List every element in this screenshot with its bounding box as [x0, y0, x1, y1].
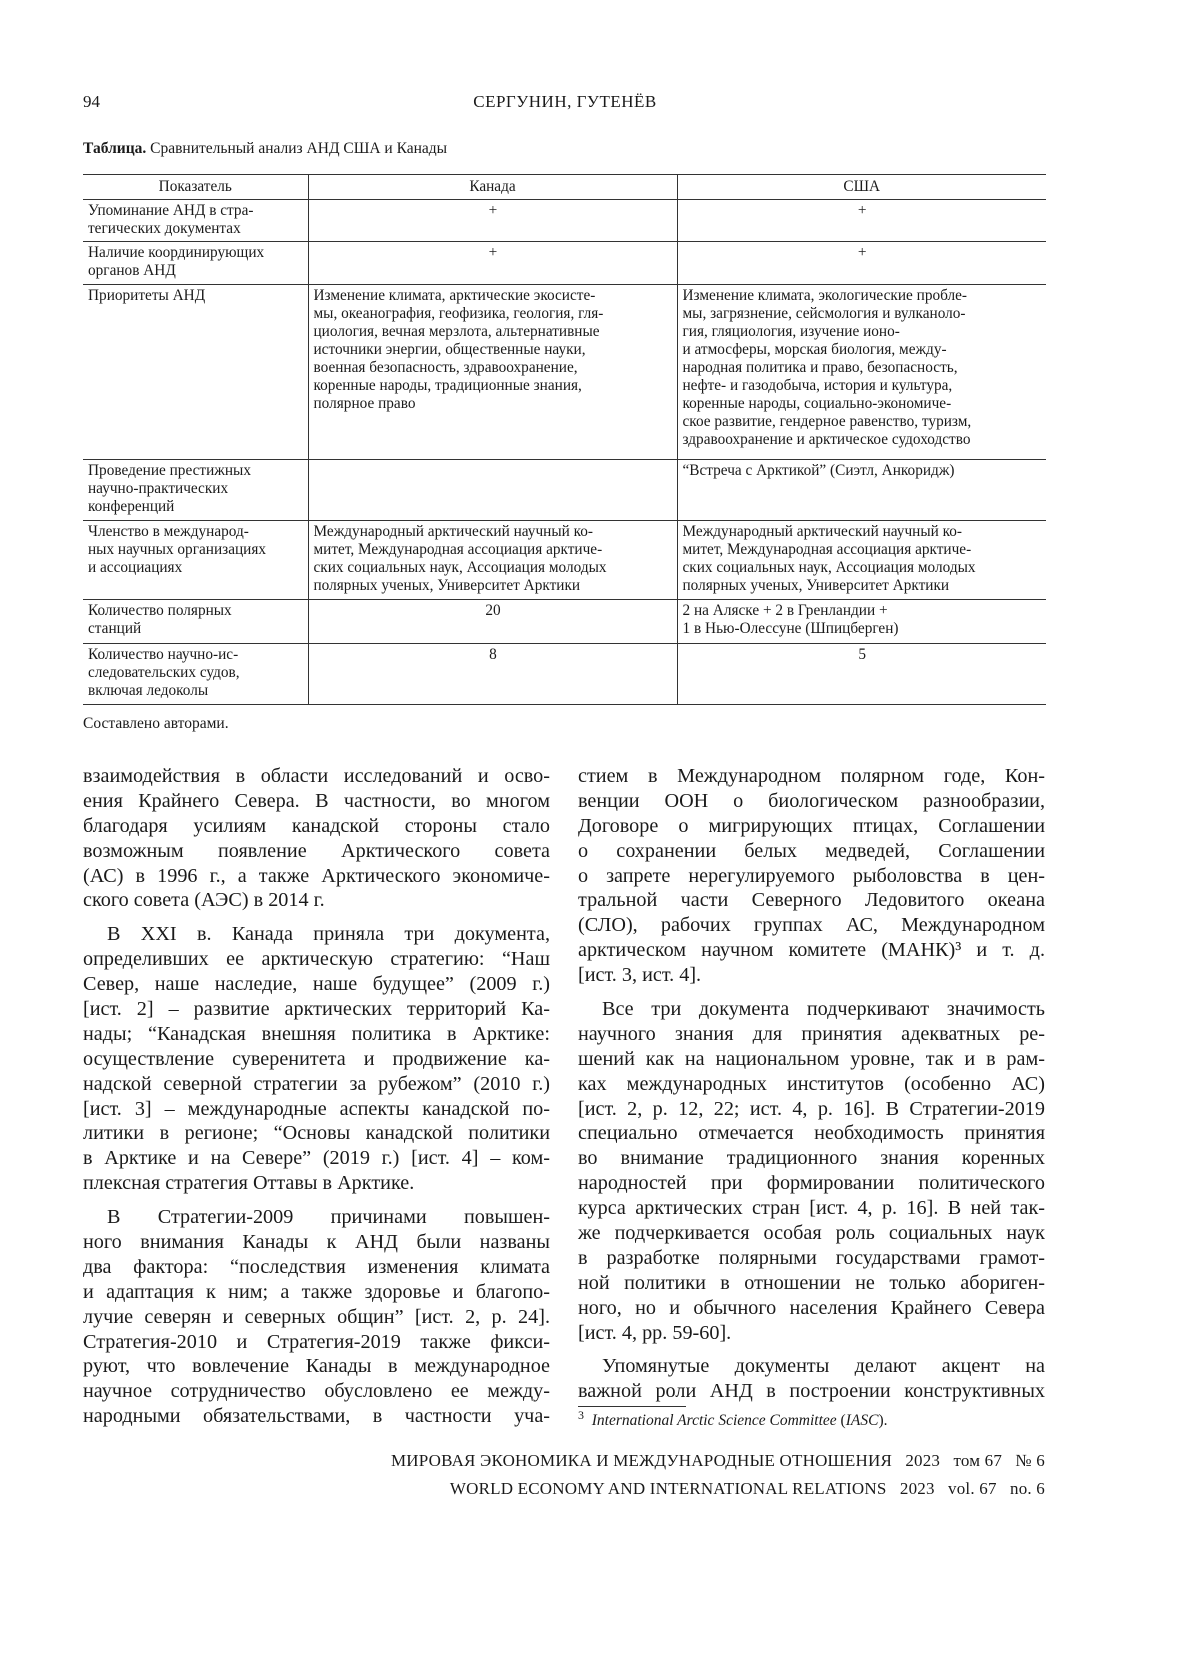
- table-header-row: [83, 175, 1046, 200]
- body-text-left-column: [83, 764, 550, 1438]
- table-caption-label: Таблица.: [83, 140, 147, 157]
- text-line: [ист. 3, ист. 4].: [578, 964, 702, 987]
- cell-canada: [308, 460, 677, 521]
- cell-canada: Международный арктический научный ко- митет, Международная ассоциация арктиче- ских социальных наук, Ассоциация молодых полярных ученых, Университет Арктики: [308, 521, 677, 600]
- text-line: [ист. 4, pp. 59-60].: [578, 1321, 732, 1344]
- cell-canada: 20: [308, 600, 677, 644]
- text-line: Стратегия-2010 и Стратегия-2019 также фикси-: [83, 1330, 550, 1353]
- text-line: научное сотрудничество обусловлено ее между-: [83, 1380, 550, 1403]
- text-line: два фактора: “последствия изменения климата: [83, 1255, 550, 1278]
- cell-indicator: Приоритеты АНД: [83, 285, 308, 460]
- text-line: осуществление суверенитета и продвижение ка-: [83, 1047, 550, 1070]
- text-line: о сохранении белых медведей, Соглашении: [578, 839, 1045, 862]
- table-row: [83, 644, 1046, 705]
- text-line: [ист. 2] – развитие арктических территорий Ка-: [83, 998, 550, 1021]
- paragraph: [83, 1205, 550, 1429]
- cell-canada: +: [308, 200, 677, 242]
- text-line: благодаря усилиям канадской стороны стало: [83, 814, 550, 837]
- cell-indicator: Количество полярных станций: [83, 600, 308, 644]
- body-text-right-column: [578, 764, 1045, 1413]
- table-row: [83, 600, 1046, 644]
- table-row: [83, 460, 1046, 521]
- text-line: в Арктике и на Севере” (2019 г.) [ист. 4] – ком-: [83, 1147, 550, 1170]
- text-line: надской северной стратегии за рубежом” (2010 г.): [83, 1072, 550, 1095]
- text-line: о запрете нерегулируемого рыболовства в цен-: [578, 864, 1045, 887]
- footnote-abbr: IASC: [845, 1412, 879, 1429]
- text-line: руют, что вовлечение Канады в международное: [83, 1355, 550, 1378]
- text-line: венции ООН о биологическом разнообразии,: [578, 789, 1045, 812]
- text-line: лучие северян и северных общин” [ист. 2, p. 24].: [83, 1305, 550, 1328]
- cell-usa: 2 на Аляске + 2 в Гренландии + 1 в Нью-Олессуне (Шпицберген): [677, 600, 1046, 644]
- cell-usa: Международный арктический научный ко- митет, Международная ассоциация арктиче- ских социальных наук, Ассоциация молодых полярных ученых, Университет Арктики: [677, 521, 1046, 600]
- text-line: тральной части Северного Ледовитого океана: [578, 889, 1045, 912]
- table-source-note: Составлено авторами.: [83, 715, 229, 732]
- table-row: [83, 285, 1046, 460]
- footnote-divider: [578, 1406, 686, 1407]
- column-header-canada: Канада: [308, 175, 677, 200]
- table-row: [83, 242, 1046, 285]
- page-number: 94: [83, 92, 100, 111]
- text-line: важной роли АНД в построении конструктивных: [578, 1380, 1045, 1403]
- paragraph: [83, 764, 550, 913]
- text-line: ения Крайнего Севера. В частности, во многом: [83, 789, 550, 812]
- paragraph: [83, 922, 550, 1196]
- text-line: ной политики в отношении не только абориген-: [578, 1271, 1045, 1294]
- text-line: ного, но и обычного населения Крайнего Севера: [578, 1296, 1045, 1319]
- cell-canada: 8: [308, 644, 677, 705]
- text-line: ках международных институтов (особенно АС): [578, 1072, 1045, 1095]
- text-line: народными обязательствами, в частности уча-: [83, 1405, 550, 1428]
- column-header-indicator: Показатель: [83, 175, 308, 200]
- text-line: научного знания для принятия адекватных ре-: [578, 1022, 1045, 1045]
- text-line: [ист. 3] – международные аспекты канадской по-: [83, 1097, 550, 1120]
- cell-indicator: Количество научно-ис- следовательских судов, включая ледоколы: [83, 644, 308, 705]
- cell-indicator: Упоминание АНД в стра- тегических документах: [83, 200, 308, 242]
- text-line: нады; “Канадская внешняя политика в Арктике:: [83, 1022, 550, 1045]
- paragraph: [578, 997, 1045, 1345]
- text-line: В XXI в. Канада приняла три документа,: [107, 923, 550, 946]
- text-line: Север, наше наследие, наше будущее” (2009 г.): [83, 973, 550, 996]
- footnote: $^3$ International Arctic Science Committee (IASC).: [578, 1407, 888, 1429]
- table-row: [83, 521, 1046, 600]
- text-line: (СЛО), рабочих группах АС, Международном: [578, 914, 1045, 937]
- text-line: арктическом научном комитете (МАНК)³ и т. д.: [578, 939, 1045, 962]
- cell-canada: Изменение климата, арктические экосисте- мы, океанография, геофизика, геология, гля- циология, вечная мерзлота, альтернативные источники энергии, общественные науки, военная безопасность, здравоохранение, коренные народы, традиционные знания, полярное право: [308, 285, 677, 460]
- journal-footer-ru: МИРОВАЯ ЭКОНОМИКА И МЕЖДУНАРОДНЫЕ ОТНОШЕНИЯ 2023 том 67 № 6: [390, 1451, 1045, 1470]
- running-head-authors: СЕРГУНИН, ГУТЕНЁВ: [473, 92, 657, 111]
- text-line: стием в Международном полярном годе, Кон-: [578, 765, 1045, 787]
- text-line: же подчеркивается особая роль социальных наук: [578, 1222, 1045, 1245]
- text-line: ского совета (АЭС) в 2014 г.: [83, 889, 325, 912]
- text-line: Договоре о мигрирующих птицах, Соглашении: [578, 814, 1045, 837]
- text-line: возможным появление Арктического совета: [83, 839, 550, 862]
- cell-usa: +: [677, 242, 1046, 285]
- text-line: Все три документа подчеркивают значимость: [602, 998, 1045, 1021]
- paragraph: [578, 764, 1045, 988]
- text-line: народностей при формировании политического: [578, 1172, 1045, 1195]
- text-line: [ист. 2, p. 12, 22; ист. 4, p. 16]. В Стратегии-2019: [578, 1097, 1045, 1120]
- footnote-text: International Arctic Science Committee: [591, 1412, 837, 1429]
- cell-indicator: Членство в международ- ных научных организациях и ассоциациях: [83, 521, 308, 600]
- cell-usa: 5: [677, 644, 1046, 705]
- text-line: во внимание традиционного знания коренных: [578, 1147, 1045, 1170]
- table-caption-text: Сравнительный анализ АНД США и Канады: [146, 140, 448, 157]
- cell-canada: +: [308, 242, 677, 285]
- comparison-table: [83, 174, 1046, 705]
- cell-usa: Изменение климата, экологические пробле- мы, загрязнение, сейсмология и вулканоло- гия, гляциология, изучение ионо- и атмосферы, морская биология, между- народная политика и право, безопасность, нефте- и газодобыча, история и культура, коренные народы, социально-экономиче- ское развитие, гендерное равенство, туризм, здравоохранение и арктическое судоходство: [677, 285, 1046, 460]
- text-line: (АС) в 1996 г., а также Арктического экономиче-: [83, 864, 550, 887]
- text-line: определивших ее арктическую стратегию: “Наш: [83, 948, 550, 971]
- text-line: взаимодействия в области исследований и осво-: [83, 765, 550, 787]
- footnote-marker: 3: [578, 1407, 584, 1422]
- paragraph: [578, 1354, 1045, 1404]
- text-line: ного внимания Канады к АНД были названы: [83, 1231, 550, 1254]
- text-line: Упомянутые документы делают акцент на: [602, 1355, 1045, 1378]
- text-line: специально отмечается необходимость принятия: [578, 1122, 1045, 1145]
- journal-footer-en: WORLD ECONOMY AND INTERNATIONAL RELATIONS 2023 vol. 67 no. 6: [449, 1479, 1045, 1498]
- column-header-usa: США: [677, 175, 1046, 200]
- text-line: курса арктических стран [ист. 4, p. 16]. В ней так-: [578, 1197, 1045, 1220]
- text-line: литики в регионе; “Основы канадской политики: [83, 1122, 550, 1145]
- text-line: шений как на национальном уровне, так и в рам-: [578, 1047, 1045, 1070]
- table-row: [83, 200, 1046, 242]
- text-line: и адаптация к ним; а также здоровье и благопо-: [83, 1280, 550, 1303]
- cell-usa: +: [677, 200, 1046, 242]
- cell-usa: “Встреча с Арктикой” (Сиэтл, Анкоридж): [677, 460, 1046, 521]
- text-line: плексная стратегия Оттавы в Арктике.: [83, 1172, 415, 1195]
- table-caption: [83, 140, 447, 158]
- text-line: в разработке полярными государствами грамот-: [578, 1246, 1045, 1269]
- text-line: В Стратегии-2009 причинами повышен-: [107, 1206, 550, 1229]
- cell-indicator: Наличие координирующих органов АНД: [83, 242, 308, 285]
- cell-indicator: Проведение престижных научно-практических конференций: [83, 460, 308, 521]
